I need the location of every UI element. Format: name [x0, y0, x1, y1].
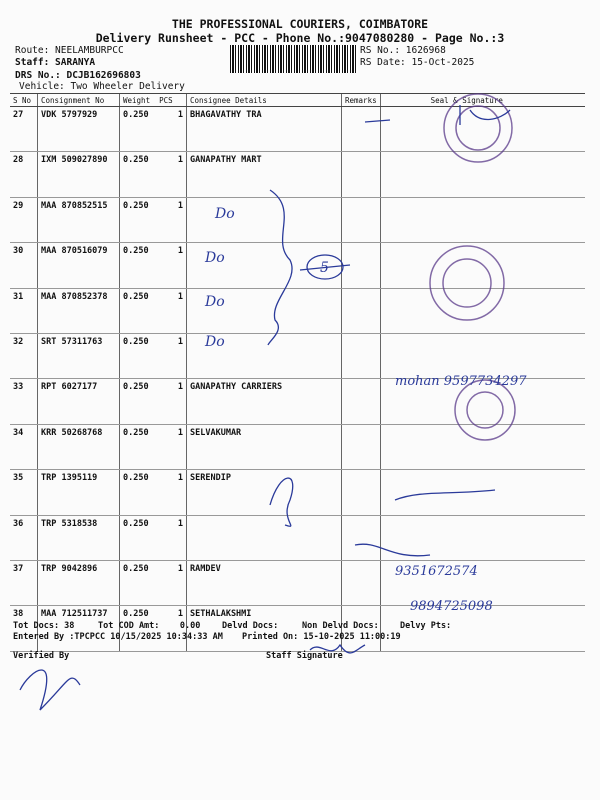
pcs: 1: [177, 155, 183, 166]
weight-pcs: [120, 333, 187, 378]
row-sno: 29: [10, 197, 38, 242]
remarks: [342, 470, 381, 515]
weight: 0.250: [123, 427, 149, 438]
runsheet-subtitle: Delivery Runsheet - PCC - Phone No.:9047080280 - Page No.:3: [95, 31, 505, 45]
seal-signature: [380, 515, 585, 560]
weight: 0.250: [123, 382, 149, 393]
weight: 0.250: [123, 518, 149, 529]
weight-pcs: [120, 515, 187, 560]
consignment-number: KRR 50268768: [38, 424, 120, 469]
non-delivered-docs: Non Delvd Docs:: [302, 621, 379, 631]
staff: Staff: SARANYA: [15, 57, 96, 68]
table-row: [10, 197, 585, 242]
row-sno: 31: [10, 288, 38, 333]
weight-pcs: [120, 379, 187, 424]
weight: 0.250: [123, 155, 149, 166]
table-row: [10, 606, 585, 651]
consignee-details: [187, 197, 342, 242]
seal-signature: [380, 379, 585, 424]
vehicle: Vehicle: Two Wheeler Delivery: [19, 81, 185, 92]
weight-pcs: [120, 470, 187, 515]
weight-pcs: [120, 288, 187, 333]
table-row: [10, 288, 585, 333]
weight-pcs: [120, 424, 187, 469]
table-row: [10, 379, 585, 424]
weight: 0.250: [123, 110, 149, 120]
pcs: 1: [177, 246, 183, 257]
remarks: [342, 288, 381, 333]
total-docs: Tot Docs: 38: [13, 621, 75, 631]
seal-signature: [380, 560, 585, 605]
entered-by: Entered By :TPCPCC 10/15/2025 10:34:33 AM: [13, 632, 223, 642]
weight: 0.250: [123, 609, 149, 620]
remarks: [342, 152, 381, 197]
consignee-details: SERENDIP: [187, 470, 342, 515]
weight-pcs: [120, 243, 187, 288]
weight-pcs: [120, 107, 187, 152]
table-row: [10, 152, 585, 197]
seal-signature: [380, 333, 585, 378]
verified-by: Verified By: [13, 651, 70, 661]
remarks: [342, 243, 381, 288]
handwritten-note: mohan 9597734297: [395, 374, 527, 389]
col-consignment: Consignment No: [38, 94, 120, 107]
pcs: 1: [177, 291, 183, 302]
pcs: 1: [177, 382, 183, 393]
weight-pcs: [120, 197, 187, 242]
delivered-docs: Delvd Docs:: [222, 621, 279, 631]
table-row: [10, 560, 585, 605]
row-sno: 34: [10, 424, 38, 469]
remarks: [342, 424, 381, 469]
consignment-number: MAA 870852378: [38, 288, 120, 333]
consignment-number: TRP 5318538: [38, 515, 120, 560]
handwritten-note: 5: [320, 260, 329, 276]
consignment-number: MAA 712511737: [38, 606, 120, 651]
handwritten-note: 9351672574: [395, 564, 478, 579]
consignment-number: IXM 509027890: [38, 152, 120, 197]
staff-signature: Staff Signature: [266, 651, 343, 661]
weight: 0.250: [123, 200, 149, 211]
rs-date: RS Date: 15-Oct-2025: [360, 57, 475, 68]
table-row: [10, 424, 585, 469]
consignee-details: [187, 333, 342, 378]
remarks: [342, 379, 381, 424]
handwritten-note: 9894725098: [410, 599, 493, 614]
runsheet-table: [10, 93, 585, 652]
seal-signature: [380, 243, 585, 288]
weight-pcs: [120, 152, 187, 197]
seal-signature: [380, 424, 585, 469]
row-sno: 36: [10, 515, 38, 560]
consignee-details: [187, 288, 342, 333]
table-row: [10, 107, 585, 152]
col-weight-pcs: Weight PCS: [120, 94, 187, 107]
consignment-number: VDK 5797929: [38, 107, 120, 152]
consignee-details: GANAPATHY MART: [187, 152, 342, 197]
col-remarks: Remarks: [342, 94, 381, 107]
handwritten-note: Do: [205, 294, 225, 310]
row-sno: 37: [10, 560, 38, 605]
remarks: [342, 107, 381, 152]
consignment-number: MAA 870852515: [38, 197, 120, 242]
table-row: [10, 333, 585, 378]
seal-signature: [380, 197, 585, 242]
pcs: 1: [177, 473, 183, 484]
weight: 0.250: [123, 473, 149, 484]
rs-number: RS No.: 1626968: [360, 45, 446, 56]
pcs: 1: [177, 200, 183, 211]
consignment-number: TRP 9042896: [38, 560, 120, 605]
consignment-number: MAA 870516079: [38, 243, 120, 288]
table-row: [10, 515, 585, 560]
consignment-number: TRP 1395119: [38, 470, 120, 515]
consignee-details: SELVAKUMAR: [187, 424, 342, 469]
consignee-details: [187, 243, 342, 288]
pcs: 1: [177, 518, 183, 529]
handwritten-note: Do: [205, 334, 225, 350]
consignment-number: RPT 6027177: [38, 379, 120, 424]
remarks: [342, 560, 381, 605]
route: Route: NEELAMBURPCC: [15, 45, 124, 56]
weight: 0.250: [123, 246, 149, 257]
consignee-details: [187, 515, 342, 560]
company-title: THE PROFESSIONAL COURIERS, COIMBATORE: [171, 17, 429, 31]
consignment-number: SRT 57311763: [38, 333, 120, 378]
seal-signature: [380, 288, 585, 333]
pcs: 1: [177, 427, 183, 438]
pcs: 1: [177, 563, 183, 574]
handwritten-note: Do: [205, 250, 225, 266]
pcs: 1: [177, 609, 183, 620]
col-consignee: Consignee Details: [187, 94, 342, 107]
row-sno: 33: [10, 379, 38, 424]
row-sno: 27: [10, 107, 38, 152]
weight-pcs: [120, 560, 187, 605]
row-sno: 38: [10, 606, 38, 651]
row-sno: 32: [10, 333, 38, 378]
row-sno: 35: [10, 470, 38, 515]
pcs: 1: [177, 336, 183, 347]
consignee-details: GANAPATHY CARRIERS: [187, 379, 342, 424]
delivery-points: Delvy Pts:: [400, 621, 452, 631]
pcs: 1: [177, 110, 183, 120]
printed-on: Printed On: 15-10-2025 11:00:19: [242, 632, 401, 642]
remarks: [342, 515, 381, 560]
table-row: [10, 243, 585, 288]
row-sno: 28: [10, 152, 38, 197]
barcode: [230, 45, 358, 73]
weight: 0.250: [123, 336, 149, 347]
seal-signature: [380, 107, 585, 152]
remarks: [342, 197, 381, 242]
col-seal-signature: Seal & Signature: [380, 94, 585, 107]
seal-signature: [380, 470, 585, 515]
seal-signature: [380, 152, 585, 197]
consignee-details: BHAGAVATHY TRA: [187, 107, 342, 152]
table-row: [10, 470, 585, 515]
weight: 0.250: [123, 291, 149, 302]
total-cod: Tot COD Amt: 0.00: [98, 621, 201, 631]
row-sno: 30: [10, 243, 38, 288]
col-sno: S No: [10, 94, 38, 107]
handwritten-note: Do: [215, 206, 235, 222]
weight: 0.250: [123, 563, 149, 574]
drs-number: DRS No.: DCJB162696803: [15, 70, 141, 81]
remarks: [342, 333, 381, 378]
consignee-details: RAMDEV: [187, 560, 342, 605]
consignee-details: SETHALAKSHMI: [187, 606, 342, 651]
